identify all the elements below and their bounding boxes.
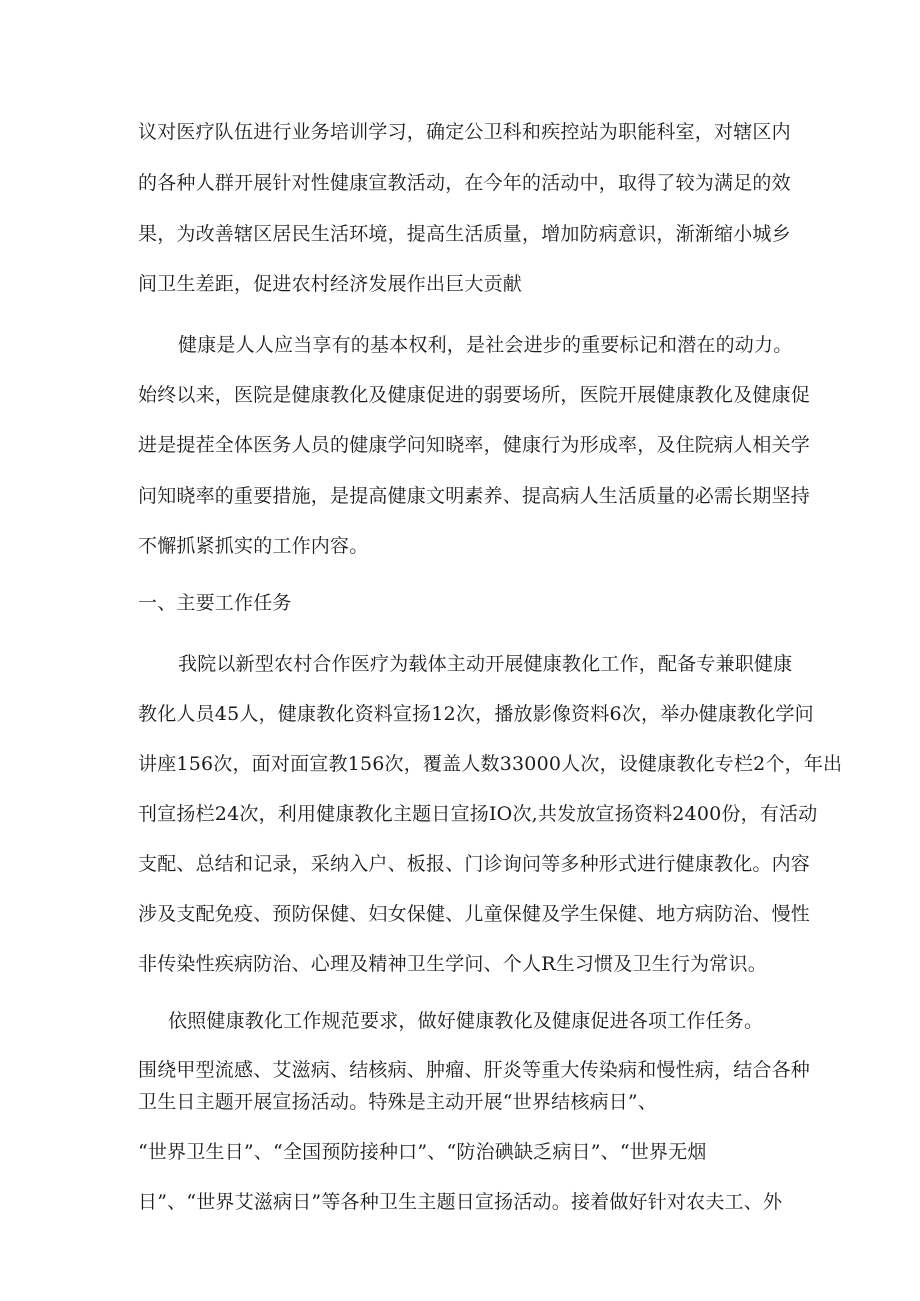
paragraph-2-line-3: 进是提茬全体医务人员的健康学问知晓率，健康行为形成率，及住院病人相关学 xyxy=(138,434,811,456)
paragraph-4: 依照健康教化工作规范要求，做好健康教化及健康促进各项工作任务。 xyxy=(168,1010,764,1032)
paragraph-1-line-1: 议对医疗队伍进行业务培训学习，确定公卫科和疾控站为职能科室，对辖区内 xyxy=(138,121,791,143)
paragraph-3-line-3: 讲座156次，面对面宣教156次，覆盖人数33000人次，设健康教化专栏2个，年出 xyxy=(138,753,843,775)
paragraph-2-line-4: 问知晓率的重要措施，是提高健康文明素养、提高病人生活质量的必需长期坚持 xyxy=(138,485,811,507)
paragraph-5-line-4: 日”、“世界艾滋病日”等各种卫生主题日宣扬活动。接着做好针对农夫工、外 xyxy=(138,1191,783,1213)
paragraph-1-line-4: 间卫生差距，促进农村经济发展作出巨大贡献 xyxy=(138,273,523,295)
paragraph-1-line-3: 果，为改善辖区居民生活环境，提高生活质量，增加防病意识，渐渐缩小城乡 xyxy=(138,223,791,245)
paragraph-5-line-2: 卫生日主题开展宣扬活动。特殊是主动开展“世界结核病日”、 xyxy=(138,1091,658,1113)
paragraph-5-line-3: “世界卫生日”、“全国预防接种口”、“防治碘缺乏病日”、“世界无烟 xyxy=(138,1141,707,1163)
section-heading: 一、主要工作任务 xyxy=(138,592,292,614)
paragraph-3-line-1: 我院以新型农村合作医疗为载体主动开展健康教化工作，配备专兼职健康 xyxy=(178,653,793,675)
paragraph-1-line-2: 的各种人群开展针对性健康宣教活动，在今年的活动中，取得了较为满足的效 xyxy=(138,172,791,194)
paragraph-3-line-5: 支配、总结和记录，采纳入户、板报、门诊询问等多种形式进行健康教化。内容 xyxy=(138,853,811,875)
paragraph-2-line-1: 健康是人人应当享有的基本权利，是社会进步的重要标记和潜在的动力。 xyxy=(178,334,793,356)
paragraph-2-line-2: 始终以来，医院是健康教化及健康促进的弱要场所，医院开展健康教化及健康促 xyxy=(138,384,811,406)
paragraph-2-line-5: 不懈抓紧抓实的工作内容。 xyxy=(138,535,369,557)
paragraph-3-line-7: 非传染性疾病防治、心理及精神卫生学问、个人R生习惯及卫生行为常识。 xyxy=(138,953,767,975)
paragraph-3-line-6: 涉及支配免疫、预防保健、妇女保健、儿童保健及学生保健、地方病防治、慢性 xyxy=(138,903,811,925)
paragraph-3-line-2: 教化人员45人，健康教化资料宣扬12次，播放影像资料6次，举办健康教化学问 xyxy=(138,703,814,725)
paragraph-5-line-1: 围绕甲型流感、艾滋病、结核病、肿瘤、肝炎等重大传染病和慢性病，结合各种 xyxy=(138,1059,811,1081)
paragraph-3-line-4: 刊宣扬栏24次，利用健康教化主题日宣扬IO次,共发放宣扬资料2400份，有活动 xyxy=(138,803,818,825)
